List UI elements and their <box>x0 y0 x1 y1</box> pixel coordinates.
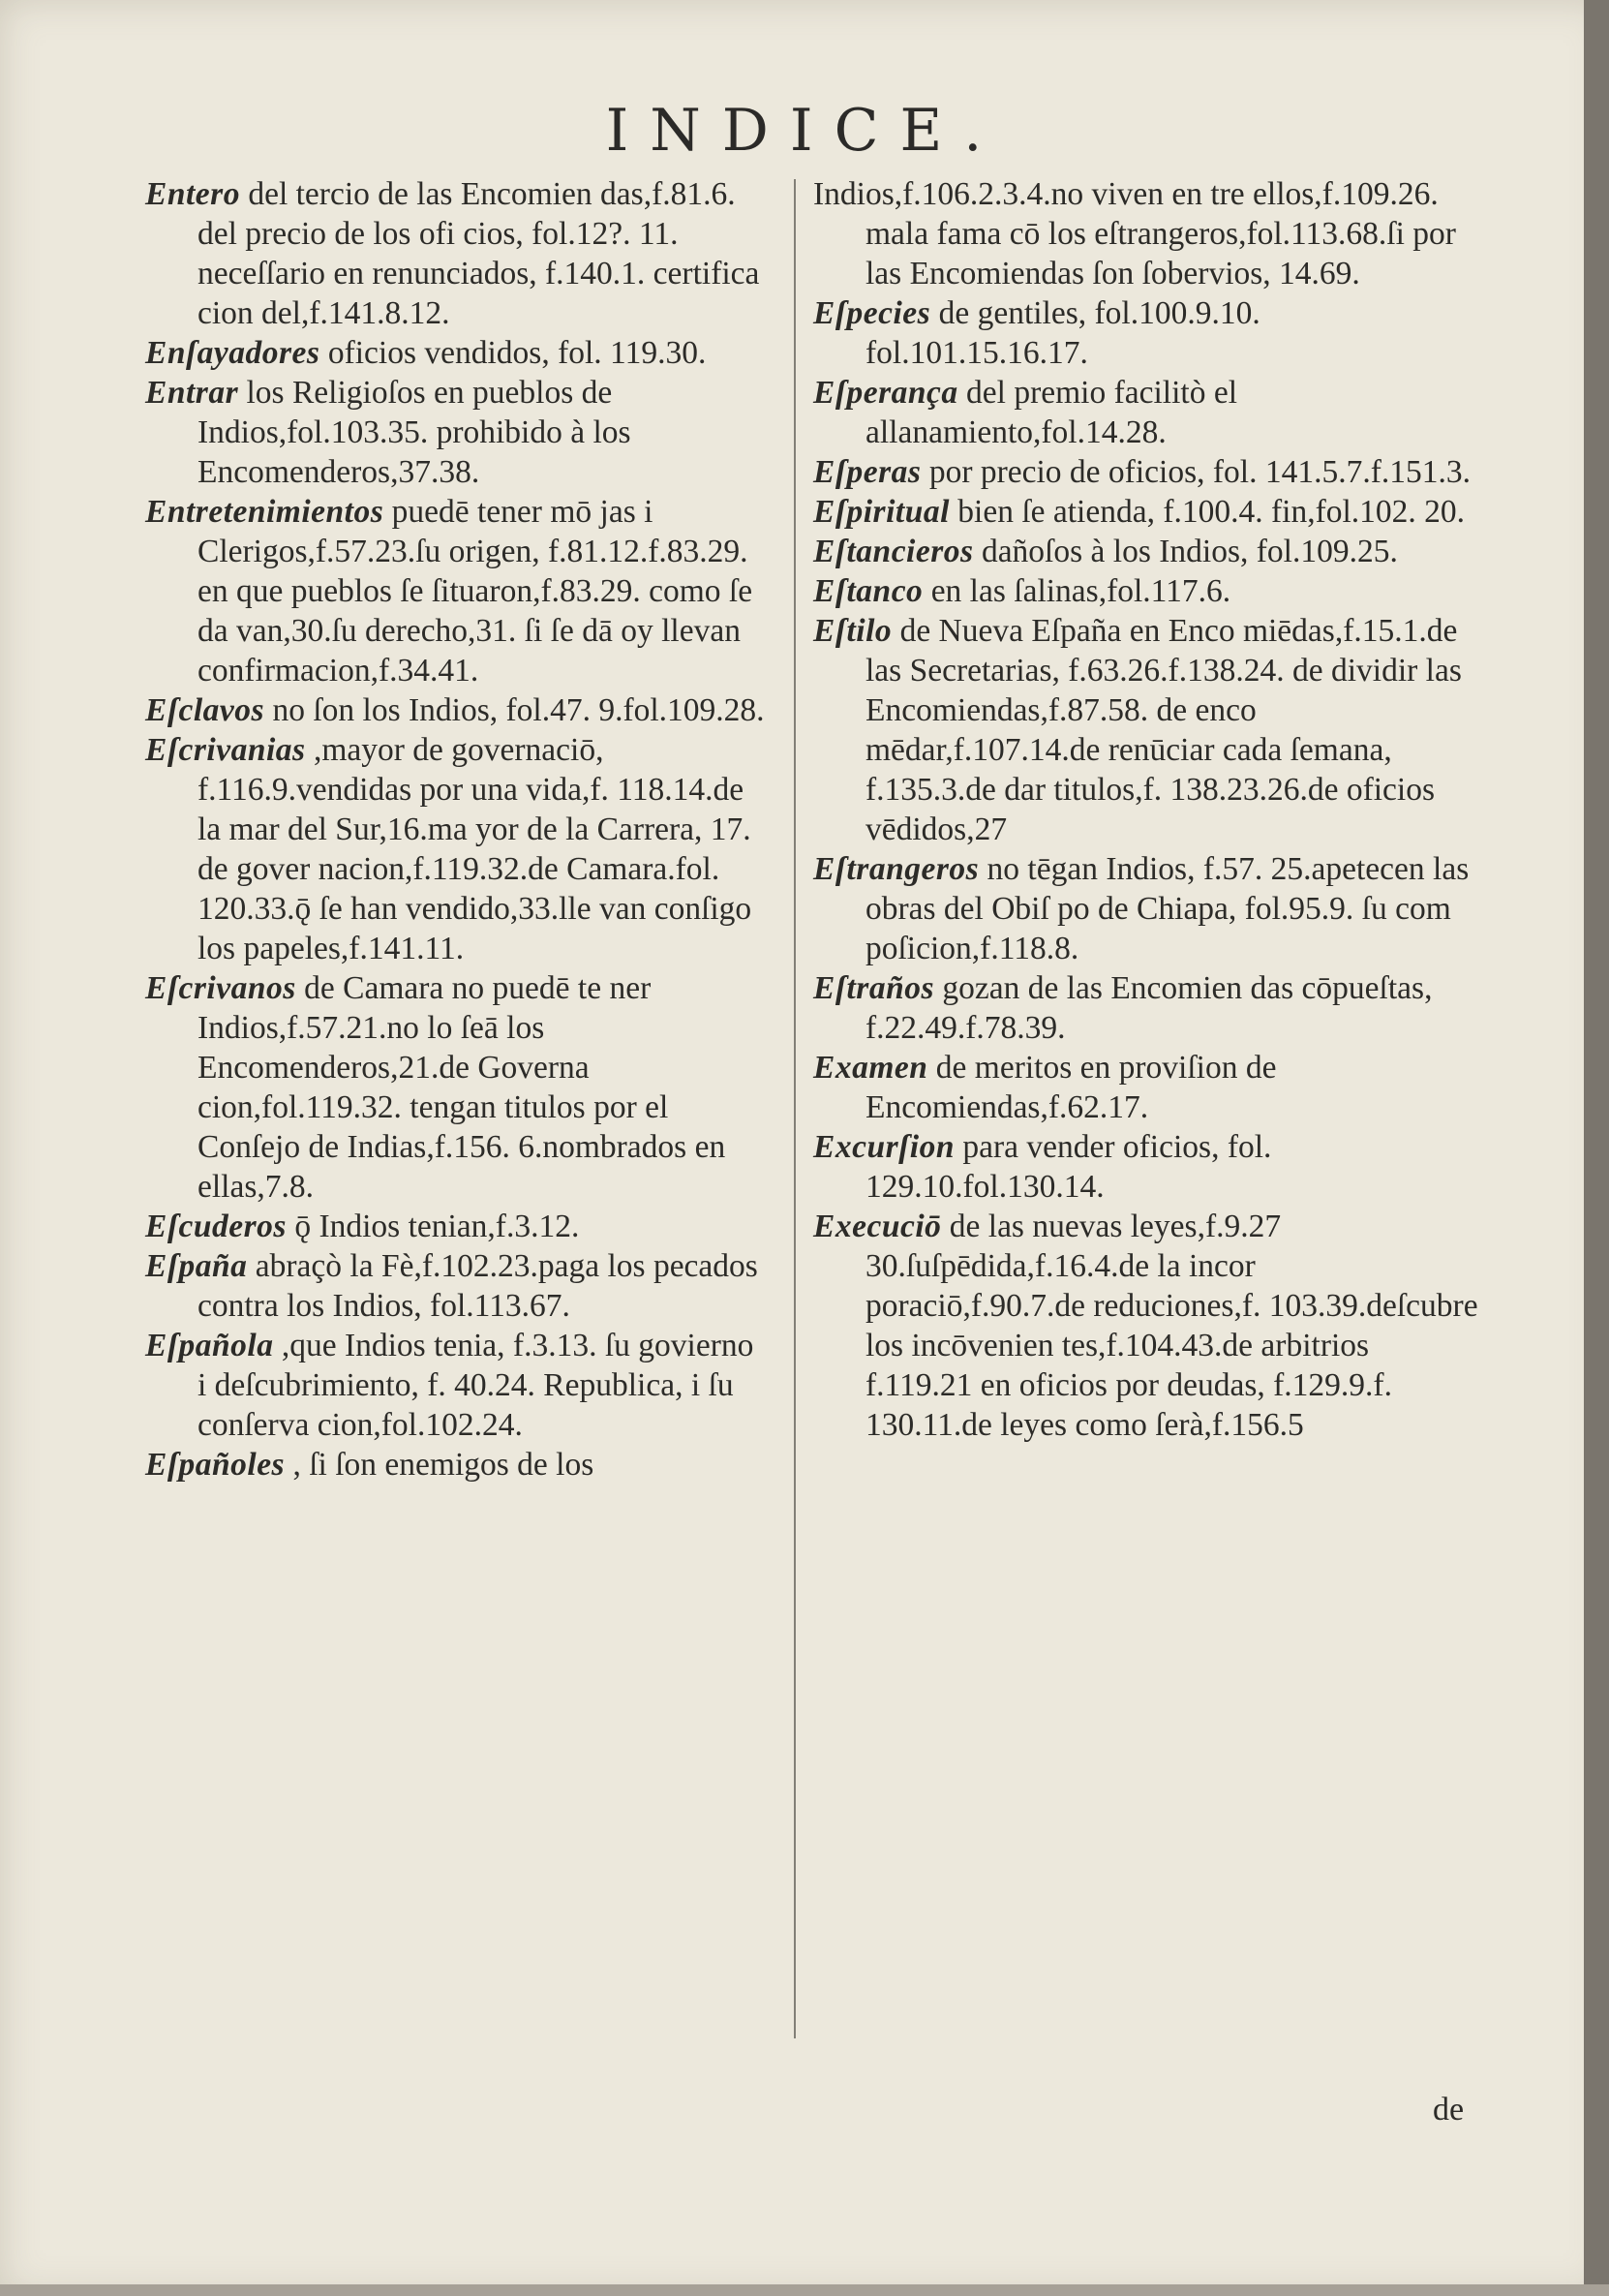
entry-headword: Eſperas <box>813 454 922 490</box>
index-entry <box>145 1326 765 1445</box>
entry-text: del tercio de las Encomien das,f.81.6. del precio de los ofi cios, fol.12?. 11. neceſſario en renunciados, f.140.1. certifica cion del,f.141.8.12. <box>197 176 760 331</box>
entry-text: ,que Indios tenia, f.3.13. ſu govierno i deſcubrimiento, f. 40.24. Republica, i ſu conſerva cion,fol.102.24. <box>197 1328 754 1443</box>
entry-headword: Eſpiritual <box>813 494 950 530</box>
entry-text: Indios,f.106.2.3.4.no viven en tre ellos,f.109.26. mala fama cō los eſtrangeros,fol.113.68.ſi por las Encomiendas ſon ſobervios, 14.69. <box>813 176 1456 291</box>
index-entry <box>813 968 1481 1048</box>
index-entry <box>813 532 1481 571</box>
index-entry <box>813 373 1481 452</box>
right-column <box>813 174 1481 1445</box>
entry-text: del premio facilitò el allanamiento,fol.14.28. <box>865 375 1238 450</box>
entry-headword: Eſtraños <box>813 970 935 1006</box>
page-edge-shadow <box>1584 0 1609 2296</box>
entry-headword: Entretenimientos <box>145 494 384 530</box>
index-entry <box>145 968 765 1207</box>
entry-text: no tēgan Indios, f.57. 25.apetecen las obras del Obiſ po de Chiapa, fol.95.9. ſu com poſicion,f.118.8. <box>865 851 1470 966</box>
index-entry <box>813 293 1481 373</box>
entry-headword: Eſpañola <box>145 1328 274 1363</box>
entry-text: en las ſalinas,fol.117.6. <box>930 573 1231 609</box>
entry-headword: Excurſion <box>813 1129 955 1165</box>
entry-text: por precio de oficios, fol. 141.5.7.f.151.3. <box>928 454 1471 490</box>
entry-text: dañoſos à los Indios, fol.109.25. <box>981 534 1398 569</box>
entry-headword: Eſcuderos <box>145 1209 287 1244</box>
column-divider <box>794 179 796 2038</box>
entry-text: ǭ Indios tenian,f.3.12. <box>294 1209 580 1244</box>
index-entry <box>145 690 765 730</box>
entry-headword: Eſtanco <box>813 573 924 609</box>
index-entry <box>145 1207 765 1246</box>
entry-headword: Entero <box>145 176 240 212</box>
entry-headword: Eſtrangeros <box>813 851 980 887</box>
index-entry <box>813 492 1481 532</box>
entry-headword: Eſpecies <box>813 295 931 331</box>
entry-text: , ſi ſon enemigos de los <box>292 1447 594 1483</box>
index-entry <box>813 1048 1481 1127</box>
entry-headword: Eſcrivanias <box>145 732 306 768</box>
entry-text: oficios vendidos, fol. 119.30. <box>327 335 707 371</box>
entry-headword: Eſpaña <box>145 1248 248 1284</box>
entry-text: puedē tener mō jas i Clerigos,f.57.23.ſu origen, f.81.12.f.83.29. en que pueblos ſe ſituaron,f.83.29. como ſe da van,30.ſu derecho,31. ſi ſe dā oy llevan confirmacion,f.34.41. <box>197 494 753 689</box>
entry-text: de Camara no puedē te ner Indios,f.57.21.no lo ſeā los Encomenderos,21.de Governa cion,fol.119.32. tengan titulos por el Conſejo de Indias,f.156. 6.nombrados en ellas,7.8. <box>197 970 726 1205</box>
entry-headword: Enſayadores <box>145 335 320 371</box>
entry-text: de las nuevas leyes,f.9.27 30.ſuſpēdida,f.16.4.de la incor poraciō,f.90.7.de reduciones,f. 103.39.deſcubre los incōvenien tes,f.104.43.de arbitrios f.119.21 en oficios por deudas, f.129.9.f. 130.11.de leyes como ſerà,f.156.5 <box>865 1209 1478 1443</box>
index-entry <box>813 849 1481 968</box>
index-entry <box>145 333 765 373</box>
index-entry <box>145 373 765 492</box>
entry-text: abraçò la Fè,f.102.23.paga los pecados contra los Indios, fol.113.67. <box>197 1248 758 1324</box>
page-header: INDICE. <box>605 97 1004 165</box>
index-entry <box>813 1127 1481 1207</box>
entry-headword: Eſpañoles <box>145 1447 286 1483</box>
index-entry <box>145 730 765 968</box>
entry-headword: Eſtilo <box>813 613 893 649</box>
entry-headword: Entrar <box>145 375 239 411</box>
catchword: de <box>1433 2092 1465 2128</box>
index-entry <box>813 611 1481 849</box>
index-entry <box>145 1246 765 1326</box>
entry-headword: Execuciō <box>813 1209 942 1244</box>
left-column <box>145 174 765 1485</box>
entry-text: gozan de las Encomien das cōpueſtas, f.22.49.f.78.39. <box>865 970 1433 1046</box>
entry-text: de gentiles, fol.100.9.10. fol.101.15.16.17. <box>865 295 1260 371</box>
entry-headword: Eſtancieros <box>813 534 974 569</box>
entry-text: no ſon los Indios, fol.47. 9.fol.109.28. <box>272 692 765 728</box>
page-bottom-edge <box>0 2284 1609 2296</box>
entry-headword: Eſcrivanos <box>145 970 296 1006</box>
entry-text: ,mayor de governaciō, f.116.9.vendidas por una vida,f. 118.14.de la mar del Sur,16.ma yor de la Carrera, 17. de gover nacion,f.119.32.de Camara.fol. 120.33.ǭ ſe han vendido,33.lle van conſigo los papeles,f.141.11. <box>197 732 752 966</box>
entry-headword: Eſclavos <box>145 692 265 728</box>
index-entry <box>813 571 1481 611</box>
entry-text: para vender oficios, fol. 129.10.fol.130.14. <box>865 1129 1272 1205</box>
index-entry <box>813 174 1481 293</box>
entry-text: bien ſe atienda, f.100.4. fin,fol.102. 20. <box>957 494 1466 530</box>
index-entry <box>145 174 765 333</box>
entry-headword: Eſperança <box>813 375 958 411</box>
index-entry <box>813 452 1481 492</box>
entry-text: de Nueva Eſpaña en Enco miēdas,f.15.1.de las Secretarias, f.63.26.f.138.24. de dividir las Encomiendas,f.87.58. de enco mēdar,f.107.14.de renūciar cada ſemana, f.135.3.de dar titulos,f. 138.23.26.de oficios vēdidos,27 <box>865 613 1462 847</box>
index-entry <box>145 492 765 690</box>
index-entry <box>145 1445 765 1485</box>
entry-headword: Examen <box>813 1050 928 1086</box>
entry-text: los Religioſos en pueblos de Indios,fol.103.35. prohibido à los Encomenderos,37.38. <box>197 375 631 490</box>
entry-text: de meritos en proviſion de Encomiendas,f.62.17. <box>865 1050 1277 1125</box>
index-entry <box>813 1207 1481 1445</box>
